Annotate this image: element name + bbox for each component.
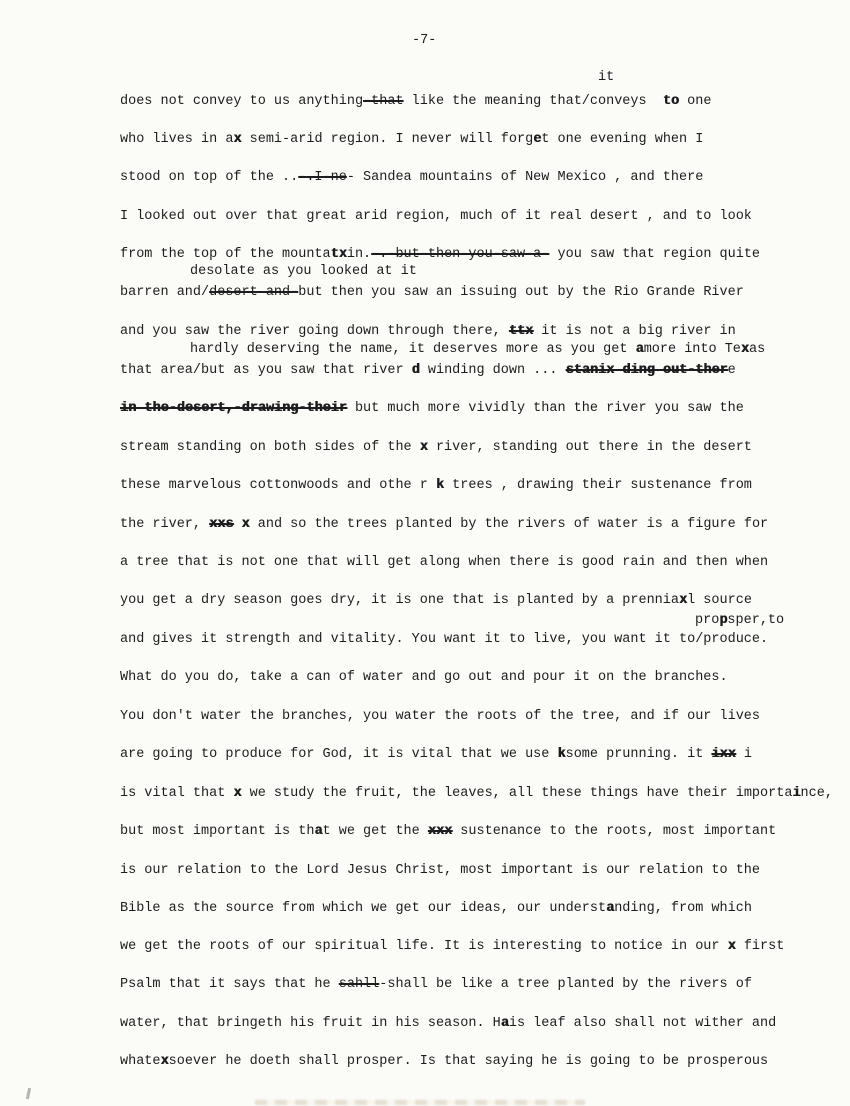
typed-text: but most important is th (120, 824, 315, 839)
typed-text: Bible as the source from which we get our ideas, our underst (120, 901, 607, 916)
typed-text: t one evening when I (541, 132, 704, 147)
typed-text: is leaf also shall not wither and (508, 1016, 777, 1031)
typed-text: l source (687, 593, 752, 608)
line-13 (120, 555, 768, 571)
typed-text: the river, (120, 517, 210, 532)
line-12 (120, 517, 768, 533)
struck-out-text: in the-desert,-drawing-their (120, 401, 347, 416)
struck-out-text: -that (363, 94, 404, 109)
typed-text: these marvelous cottonwoods and othe r (120, 478, 436, 493)
typed-text: nding, from which (614, 901, 752, 916)
overtyped-text: a (635, 342, 644, 357)
typed-text: more into Te (643, 342, 741, 357)
typed-text: winding down ... (419, 363, 566, 378)
insertion-it (598, 70, 614, 86)
line-14 (120, 593, 752, 609)
overtyped-text: k (557, 747, 566, 762)
typed-text: water, that bringeth his fruit in his season. H (120, 1016, 501, 1031)
overtyped-text: x (241, 517, 250, 532)
overtyped-text: x (233, 132, 242, 147)
line-26 (120, 1054, 768, 1070)
typed-text: semi-arid region. I never will forg (241, 132, 534, 147)
line-18 (120, 747, 752, 763)
line-05 (120, 247, 760, 263)
typed-text: I looked out over that great arid region, much of it real desert , and to look (120, 209, 752, 224)
line-06 (120, 285, 744, 301)
line-20 (120, 824, 776, 840)
typed-text: nce, (800, 786, 833, 801)
typed-text: sper,to (727, 613, 785, 628)
overtyped-text: x (679, 593, 688, 608)
typed-text: desolate as you looked at it (190, 264, 417, 279)
typed-text: is vital that (120, 786, 234, 801)
typed-text: e (727, 363, 736, 378)
line-02 (120, 132, 703, 148)
typed-text: sustenance to the roots, most important (452, 824, 777, 839)
typed-text: - Sandea mountains of New Mexico , and there (346, 170, 704, 185)
overtyped-text: to (662, 94, 680, 109)
overtyped-text: e (533, 132, 542, 147)
line-08 (120, 363, 736, 379)
line-10 (120, 440, 752, 456)
typed-text: and gives it strength and vitality. You want it to live, you want it to/produce. (120, 632, 769, 647)
line-04 (120, 209, 752, 225)
typed-text: barren and/ (120, 285, 210, 300)
insertion-desolate (190, 264, 417, 280)
typed-text: i (735, 747, 752, 762)
typed-text: we study the fruit, the leaves, all these things have their importa (241, 786, 793, 801)
typed-text: pro (695, 613, 720, 628)
typed-text: a tree that is not one that will get along when there is good rain and then when (120, 555, 769, 570)
line-25 (120, 1016, 776, 1032)
struck-out-text: stanix ding out-ther (565, 363, 728, 378)
typed-text: stood on top of the .. (120, 170, 299, 185)
typed-text: t we get the (322, 824, 428, 839)
typed-text: and you saw the river going down through there, (120, 324, 509, 339)
typed-text: trees , drawing their sustenance from (444, 478, 752, 493)
overtyped-text: x (160, 1054, 169, 1069)
typed-text: whate (120, 1054, 161, 1069)
insertion-hardly (190, 342, 765, 358)
overtyped-text: x (233, 786, 242, 801)
typed-text: but much more vividly than the river you saw the (346, 401, 744, 416)
typed-text: who lives in a (120, 132, 234, 147)
typed-text: that area/but as you saw that river (120, 363, 412, 378)
typed-text: we get the roots of our spiritual life. It is interesting to notice in our (120, 939, 728, 954)
line-21 (120, 863, 760, 879)
struck-out-text: -.I-ne (298, 170, 347, 185)
typed-text: -shall be like a tree planted by the rivers of (379, 977, 752, 992)
overtyped-text: x (740, 342, 750, 357)
line-17 (120, 709, 760, 725)
overtyped-text: p (719, 613, 728, 628)
typed-text: but then you saw an issuing out by the Rio Grande River (298, 285, 744, 300)
struck-out-text: ttx (508, 324, 534, 339)
struck-out-text: desert and- (209, 285, 299, 300)
scan-artifact-bottom-bleed (255, 1100, 585, 1105)
typed-text: What do you do, take a can of water and go out and pour it on the branches. (120, 670, 728, 685)
overtyped-text: x (419, 440, 428, 455)
typed-text: stream standing on both sides of the (120, 440, 420, 455)
struck-out-text: xxs (209, 517, 234, 532)
overtyped-text: tx (330, 247, 347, 262)
line-03 (120, 170, 703, 186)
line-19 (120, 786, 833, 802)
typed-text: is our relation to the Lord Jesus Christ, most important is our relation to the (120, 863, 761, 878)
overtyped-text: x (727, 939, 736, 954)
typed-text: it (598, 70, 615, 85)
typed-text: from the top of the mounta (120, 247, 331, 262)
line-01 (120, 94, 711, 110)
line-23 (120, 939, 784, 955)
typed-text: and so the trees planted by the rivers of water is a figure for (249, 517, 769, 532)
line-16 (120, 670, 728, 686)
typed-text: in. (346, 247, 372, 262)
struck-out-text: ixx (711, 747, 736, 762)
typed-text: like the meaning that/conveys (403, 94, 663, 109)
overtyped-text: k (435, 478, 445, 493)
typed-text: hardly deserving the name, it deserves more as you get (190, 342, 636, 357)
typed-text: some prunning. it (565, 747, 712, 762)
typed-text: river, standing out there in the desert (427, 440, 752, 455)
line-15 (120, 632, 768, 648)
typed-text: it is not a big river in (533, 324, 736, 339)
typed-text: you saw that region quite (549, 247, 761, 262)
typed-text: -7- (412, 33, 437, 48)
typed-text: Psalm that it says that he (120, 977, 339, 992)
overtyped-text: a (500, 1016, 509, 1031)
typed-text: you get a dry season goes dry, it is one that is planted by a prennia (120, 593, 679, 608)
typed-text: as (749, 342, 766, 357)
page-number (412, 33, 436, 49)
insertion-propsper (695, 613, 784, 629)
typed-text (233, 517, 241, 532)
line-24 (120, 977, 752, 993)
typed-text: soever he doeth shall prosper. Is that saying he is going to be prosperous (168, 1054, 769, 1069)
struck-out-text: xxx (427, 824, 453, 839)
scan-artifact-left (26, 1088, 31, 1099)
typed-text: one (679, 94, 712, 109)
line-09 (120, 401, 744, 417)
typed-text: You don't water the branches, you water the roots of the tree, and if our lives (120, 709, 761, 724)
overtyped-text: a (314, 824, 323, 839)
typed-text: does not convey to us anything (120, 94, 364, 109)
struck-out-text: -.-but-then-you-saw-a- (371, 247, 550, 262)
line-22 (120, 901, 752, 917)
typed-text: first (735, 939, 785, 954)
overtyped-text: d (411, 363, 420, 378)
line-11 (120, 478, 752, 494)
overtyped-text: i (792, 786, 801, 801)
line-07 (120, 324, 736, 340)
typed-text: are going to produce for God, it is vital that we use (120, 747, 558, 762)
overtyped-text: a (606, 901, 615, 916)
struck-out-text: sahll (338, 977, 380, 992)
